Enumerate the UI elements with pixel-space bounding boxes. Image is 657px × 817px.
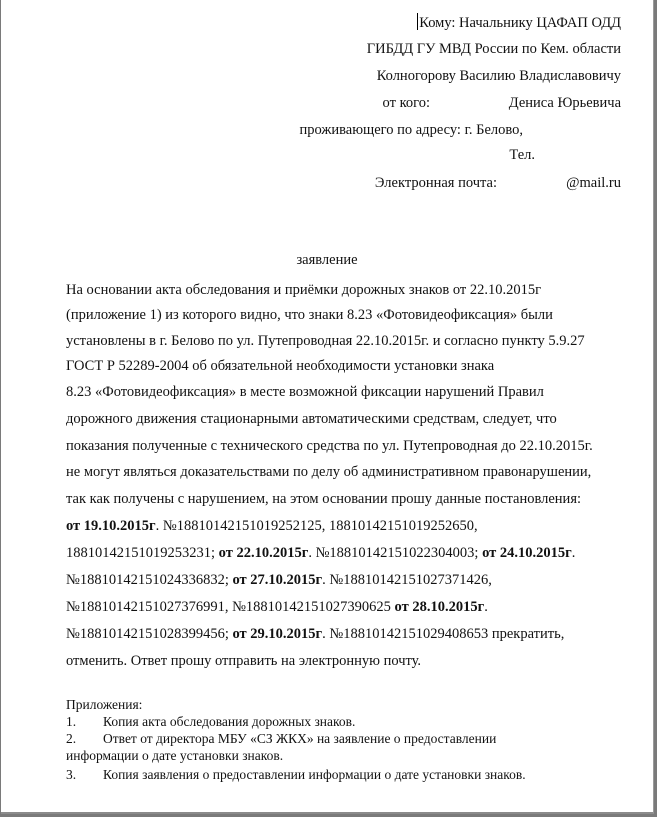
recipient-line-2: ГИБДД ГУ МВД России по Кем. области [366, 41, 621, 57]
body-line: ГОСТ Р 52289-2004 об обязательной необходимости установки знака [66, 358, 495, 374]
body-line: дорожного движения стационарными автоматическими средствам, следует, что [66, 411, 557, 427]
recipient-line-1: Кому: Начальнику ЦАФАП ОДД [419, 15, 621, 31]
body-line: №18810142151028399456; от 29.10.2015г. №18810142151029408653 прекратить, [66, 626, 565, 642]
body-line: 18810142151019253231; от 22.10.2015г. №18810142151022304003; от 24.10.2015г. [66, 545, 576, 561]
attachment-item: 2. Ответ от директора МБУ «СЗ ЖКХ» на заявление о предоставлении [66, 731, 497, 746]
attachment-item-continued: информации о дате установки знаков. [66, 748, 284, 763]
body-line: показания полученные с технического средства по ул. Путепроводная до 22.10.2015г. [66, 438, 593, 454]
body-line: №18810142151024336832; от 27.10.2015г. №18810142151027371426, [66, 572, 492, 588]
body-line: №18810142151027376991, №18810142151027390625 от 28.10.2015г. [66, 599, 488, 615]
sender-name: Дениса Юрьевича [508, 95, 621, 111]
body-line: от 19.10.2015г. №18810142151019252125, 18810142151019252650, [66, 518, 478, 534]
email-value: @mail.ru [566, 175, 621, 191]
attachment-item: 1. Копия акта обследования дорожных знаков. [66, 714, 356, 729]
body-line: отменить. Ответ прошу отправить на электронную почту. [66, 653, 422, 669]
body-line: На основании акта обследования и приёмки дорожных знаков от 22.10.2015г [66, 282, 542, 298]
sender-address: проживающего по адресу: г. Белово, [299, 122, 523, 138]
recipient-line-3: Колногорову Василию Владиславовичу [376, 68, 621, 84]
attachments-heading: Приложения: [66, 697, 143, 712]
body-line: не могут являться доказательствами по делу об административном правонарушении, [66, 464, 592, 480]
body-line: (приложение 1) из которого видно, что знаки 8.23 «Фотовидеофиксация» были [66, 307, 553, 323]
document-title: заявление [296, 252, 358, 268]
sender-label: от кого: [382, 95, 430, 111]
attachment-item: 3. Копия заявления о предоставлении информации о дате установки знаков. [66, 767, 526, 782]
body-line: установлены в г. Белово по ул. Путепроводная 22.10.2015г. и согласно пункту 5.9.27 [66, 333, 585, 349]
body-line: так как получены с нарушением, на этом основании прошу данные постановления: [66, 491, 582, 507]
email-label: Электронная почта: [374, 175, 497, 191]
sender-phone: Тел. [509, 147, 535, 163]
body-line: 8.23 «Фотовидеофиксация» в месте возможной фиксации нарушений Правил [66, 384, 544, 400]
document-page [1, 0, 654, 814]
